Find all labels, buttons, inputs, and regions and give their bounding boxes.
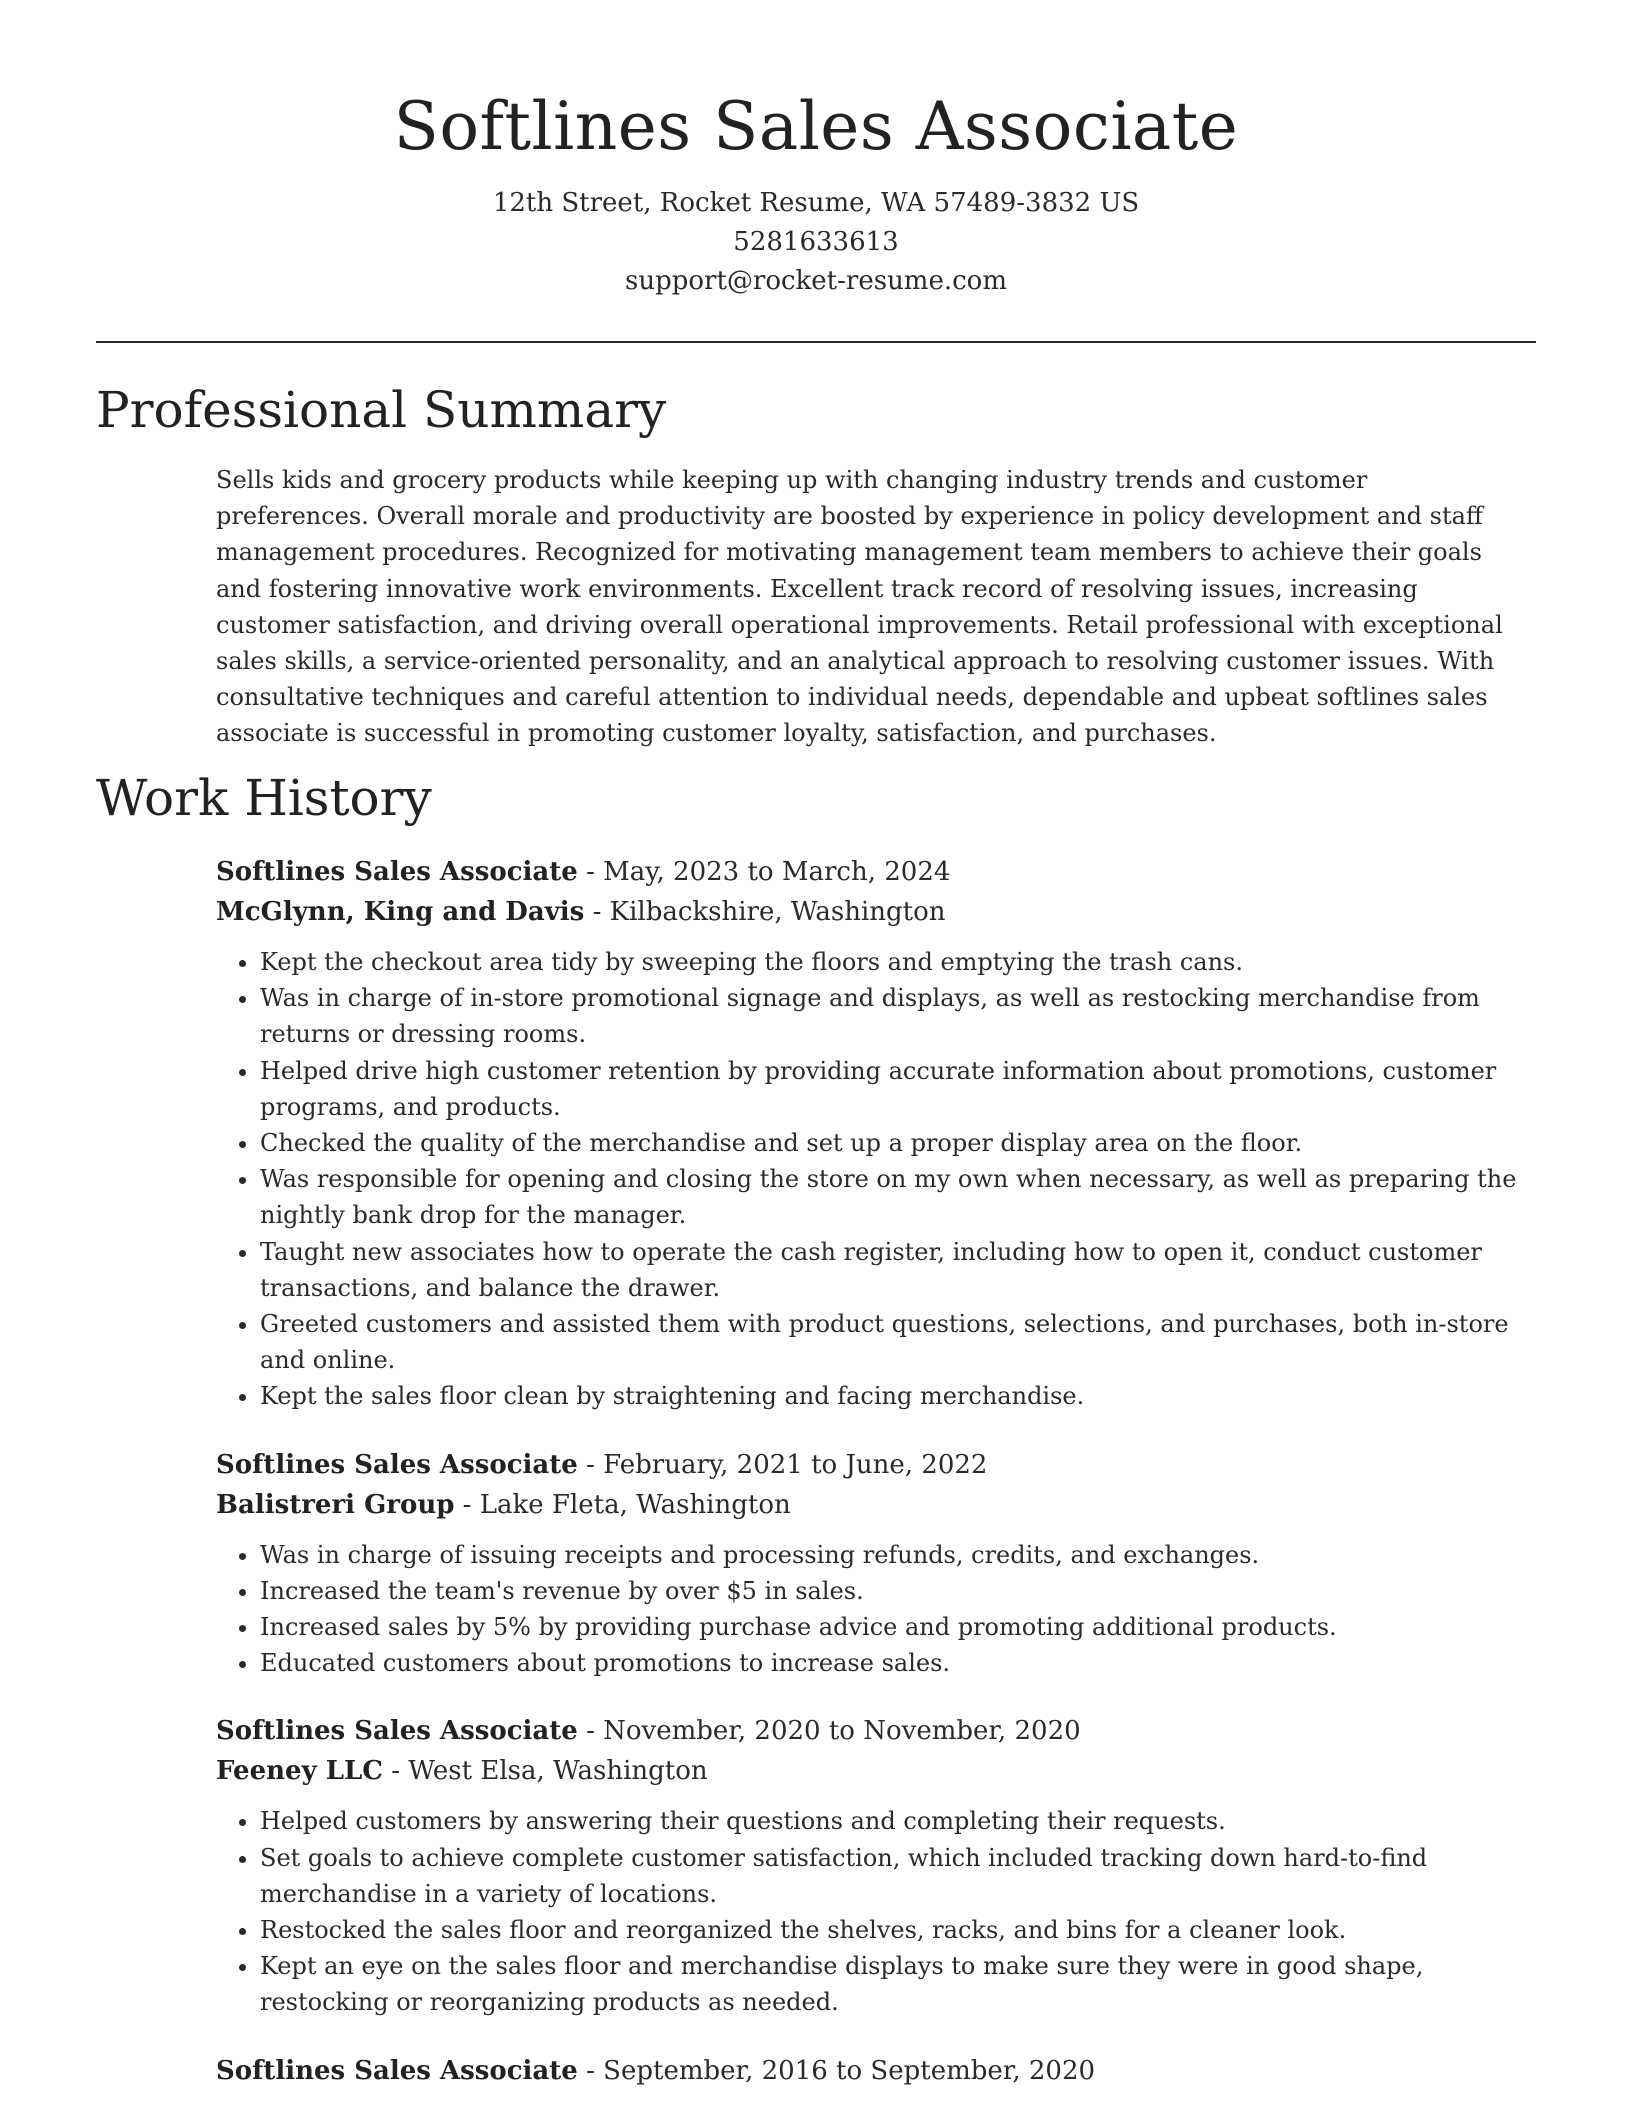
job-title-line xyxy=(216,1445,1536,1485)
duty-item: • Helped drive high customer retention by providing accurate information about promotions, customer programs, and products. xyxy=(260,1053,1536,1125)
job-company-line xyxy=(216,1485,1536,1525)
job-entry xyxy=(216,2051,1536,2091)
job-title-line xyxy=(216,852,1536,892)
summary-heading: Professional Summary xyxy=(96,381,667,439)
duty-item: • Helped customers by answering their questions and completing their requests. xyxy=(260,1803,1536,1839)
duty-item: • Set goals to achieve complete customer satisfaction, which included tracking down hard-to-find merchandise in a variety of locations. xyxy=(260,1840,1536,1912)
phone: 5281633613 xyxy=(733,227,899,257)
job-title-line xyxy=(216,2051,1536,2091)
header-divider xyxy=(96,341,1536,343)
job-location: - Kilbackshire, Washington xyxy=(584,897,946,927)
job-dates: - September, 2016 to September, 2020 xyxy=(577,2055,1096,2086)
email: support@rocket-resume.com xyxy=(624,266,1007,296)
job-title: Softlines Sales Associate xyxy=(216,1449,578,1480)
job-dates: - May, 2023 to March, 2024 xyxy=(577,857,951,887)
job-title: Softlines Sales Associate xyxy=(216,2055,578,2086)
duty-item: • Was responsible for opening and closing the store on my own when necessary, as well as preparing the nightly bank drop for the manager. xyxy=(260,1161,1536,1233)
job-dates: - November, 2020 to November, 2020 xyxy=(577,1716,1081,1747)
duty-item: • Kept the sales floor clean by straightening and facing merchandise. xyxy=(260,1378,1536,1414)
duty-item: • Greeted customers and assisted them with product questions, selections, and purchases, both in-store and online. xyxy=(260,1306,1536,1378)
duty-item: • Educated customers about promotions to increase sales. xyxy=(260,1645,1536,1681)
duty-item: • Kept an eye on the sales floor and merchandise displays to make sure they were in good shape, restocking or reorganizing products as needed. xyxy=(260,1948,1536,2020)
job-dates: - February, 2021 to June, 2022 xyxy=(577,1449,988,1480)
duty-item: • Increased sales by 5% by providing purchase advice and promoting additional products. xyxy=(260,1609,1536,1645)
job-company: Balistreri Group xyxy=(216,1489,455,1520)
summary-text: Sells kids and grocery products while keeping up with changing industry trends and customer preferences. Overall morale and productivity are boosted by experience in policy development and staff management procedures. Recognized for motivating management team members to achieve their goals and fostering innovative work environments. Excellent track record of resolving issues, increasing customer satisfaction, and driving overall operational improvements. Retail professional with exceptional sales skills, a service-oriented personality, and an analytical approach to resolving customer issues. With consultative techniques and careful attention to individual needs, dependable and upbeat softlines sales associate is successful in promoting customer loyalty, satisfaction, and purchases. xyxy=(216,466,1503,748)
contact-block xyxy=(0,184,1632,301)
resume-header xyxy=(0,0,1632,301)
duty-item: • Increased the team's revenue by over $5 in sales. xyxy=(260,1573,1536,1609)
work-history-heading: Work History xyxy=(96,769,432,827)
duty-item: • Kept the checkout area tidy by sweeping the floors and emptying the trash cans. xyxy=(260,944,1536,980)
job-entry xyxy=(216,1445,1536,1682)
job-company: McGlynn, King and Davis xyxy=(216,897,585,927)
duty-item: • Was in charge of in-store promotional signage and displays, as well as restocking merchandise from returns or dressing rooms. xyxy=(260,980,1536,1052)
job-title: Softlines Sales Associate xyxy=(216,857,578,887)
duty-item: • Was in charge of issuing receipts and processing refunds, credits, and exchanges. xyxy=(260,1537,1536,1573)
job-duties xyxy=(216,1537,1536,1682)
job-entry xyxy=(216,1711,1536,2020)
duty-item: • Taught new associates how to operate the cash register, including how to open it, conduct customer transactions, and balance the drawer. xyxy=(260,1234,1536,1306)
job-title-line xyxy=(216,1711,1536,1751)
duty-item: • Checked the quality of the merchandise and set up a proper display area on the floor. xyxy=(260,1125,1536,1161)
address: 12th Street, Rocket Resume, WA 57489-3832 US xyxy=(492,188,1140,218)
work-history-list xyxy=(216,852,1536,2121)
job-company-line xyxy=(216,1751,1536,1791)
duty-item: • Restocked the sales floor and reorganized the shelves, racks, and bins for a cleaner look. xyxy=(260,1912,1536,1948)
job-duties xyxy=(216,1803,1536,2020)
job-location: - West Elsa, Washington xyxy=(382,1756,708,1787)
job-company-line xyxy=(216,892,1536,932)
job-duties xyxy=(216,944,1536,1415)
job-company: Feeney LLC xyxy=(216,1756,383,1787)
job-location: - Lake Fleta, Washington xyxy=(454,1489,791,1520)
job-title: Softlines Sales Associate xyxy=(216,1716,578,1747)
job-entry xyxy=(216,852,1536,1415)
candidate-name: Softlines Sales Associate xyxy=(393,88,1239,165)
